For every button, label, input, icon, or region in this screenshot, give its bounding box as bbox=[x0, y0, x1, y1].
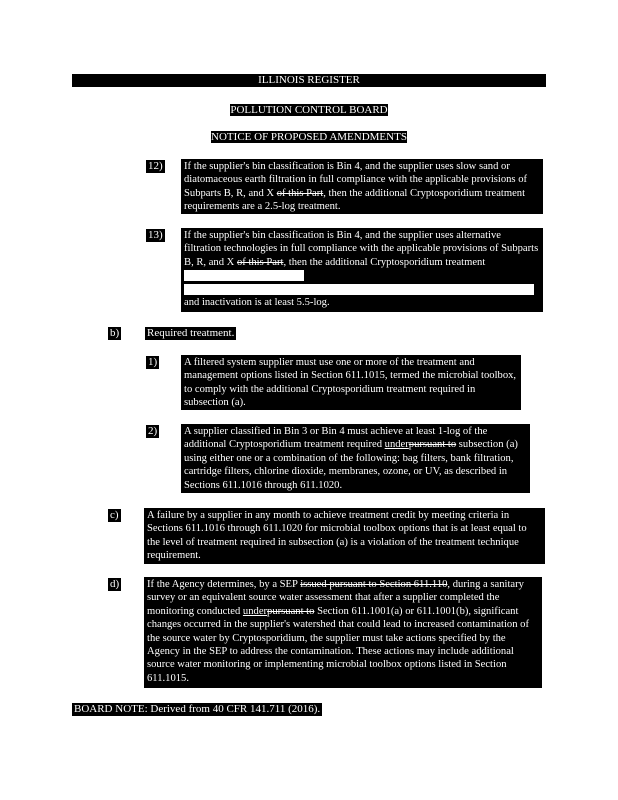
item-b2-text: A supplier classified in Bin 3 or Bin 4 must achieve at least 1-log of the additional Cryptosporidium treatment required underpursuant to subsection (a) using either one or a combination of the following: bag filters, bank filtration, cartridge filters, chlorine dioxide, membranes, ozone, or UV, as described in Sections 611.1016 through 611.1020. bbox=[181, 424, 530, 493]
item-12-text: If the supplier's bin classification is Bin 4, and the supplier uses slow sand or diatomaceous earth filtration in full compliance with the applicable provisions of Subparts B, R, and X of this Part, then the additional Cryptosporidium treatment requirements are a 2.5-log treatment. bbox=[181, 159, 543, 214]
redaction-mark bbox=[184, 284, 534, 295]
item-13-number: 13) bbox=[148, 229, 163, 241]
item-d-number: d) bbox=[110, 578, 120, 590]
item-c-number: c) bbox=[110, 509, 119, 521]
register-title: ILLINOIS REGISTER bbox=[258, 74, 360, 86]
notice-title: NOTICE OF PROPOSED AMENDMENTS bbox=[211, 131, 407, 143]
board-title: POLLUTION CONTROL BOARD bbox=[230, 104, 388, 116]
item-12-number: 12) bbox=[148, 160, 163, 172]
item-b2-number: 2) bbox=[148, 425, 158, 437]
redaction-mark bbox=[184, 270, 304, 281]
item-d-text: If the Agency determines, by a SEP issued pursuant to Section 611.110, during a sanitary survey or an equivalent source water assessment that after a supplier completed the monitoring conducted underpursuant to Section 611.1001(a) or 611.1001(b), significant changes occurred in the supplier's watershed that could lead to increased contamination of the source water by Cryptosporidium, the supplier must take actions specified by the Agency in the SEP to address the contamination. These actions may include additional source water monitoring or implementing microbial toolbox options listed in Section 611.1015. bbox=[144, 577, 542, 688]
item-b-number: b) bbox=[110, 327, 120, 339]
item-b1-text: A filtered system supplier must use one or more of the treatment and management options listed in Section 611.1015, termed the microbial toolbox, to comply with the additional Cryptosporidium treatment required in subsection (a). bbox=[181, 355, 521, 410]
board-note: BOARD NOTE: Derived from 40 CFR 141.711 (2016). bbox=[74, 703, 321, 715]
item-13-text: If the supplier's bin classification is Bin 4, and the supplier uses alternative filtration technologies in full compliance with the applicable provisions of Subparts B, R, and X of this Part, then the additional Cryptosporidium treatment and inactivation is at least 5.5-log. bbox=[181, 228, 543, 312]
item-c-text: A failure by a supplier in any month to achieve treatment credit by meeting criteria in Sections 611.1016 through 611.1020 for microbial toolbox options that is at least equal to the level of treatment required in subsection (a) is a violation of the treatment technique requirement. bbox=[144, 508, 545, 564]
item-b-label: Required treatment. bbox=[147, 327, 235, 339]
item-b1-number: 1) bbox=[148, 356, 158, 368]
